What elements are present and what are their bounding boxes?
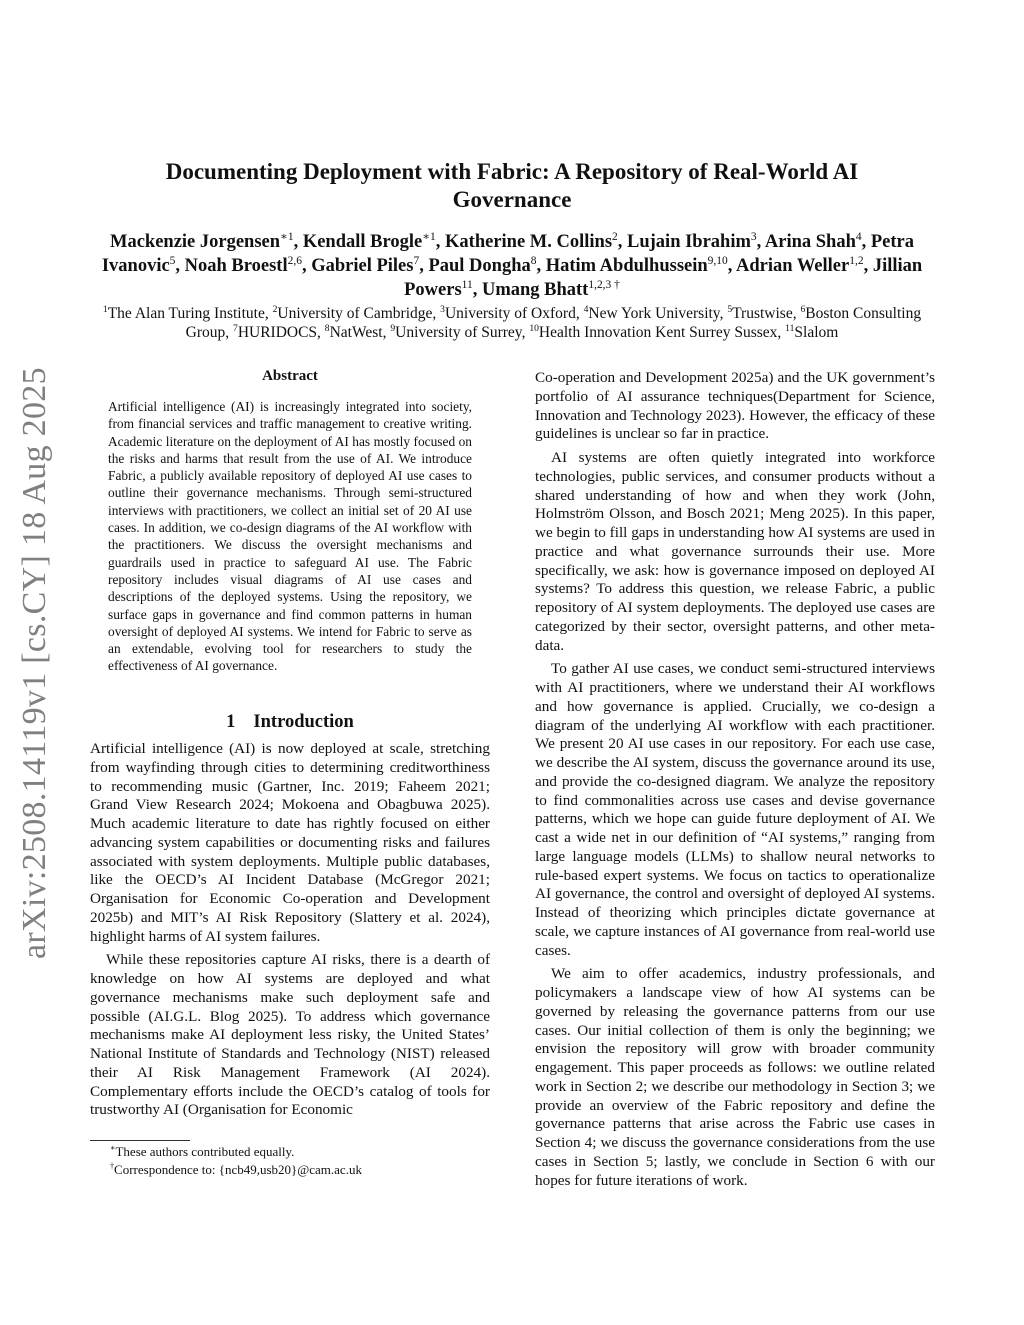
author-name: Mackenzie Jorgensen: [109, 232, 281, 252]
paper-title: Documenting Deployment with Fabric: A Repository of Real-World AI Governance: [165, 159, 859, 212]
author-separator: ,: [863, 256, 873, 276]
affiliation-separator: ,: [777, 324, 786, 341]
author: [185, 256, 312, 276]
author: [736, 256, 873, 276]
footnote-text: Correspondence to: {ncb49,usb20}@cam.ac.uk: [114, 1162, 362, 1177]
author: [482, 280, 620, 300]
paragraph: Artificial intelligence (AI) is now deployed at scale, stretching from wayfinding through cities to determining creditworthiness to recommending music (Gartner, Inc. 2019; Faheem 2021; Grand View Research 2024; Mokoena and Obagbuwa 2025). Much academic literature to date has rightly focused on either advancing system capabilities or documenting risks and failures associated with system deployments. Multiple public databases, like the OECD’s AI Incident Database (McGregor 2021; Organisation for Economic Co-operation and Development 2025b) and MIT’s AI Risk Repository (Slattery et al. 2024), highlight harms of AI system failures.: [90, 740, 490, 945]
author-separator: ,: [617, 232, 628, 252]
affiliation-name: NatWest: [329, 324, 383, 341]
affiliation: [440, 305, 583, 322]
affiliation: [529, 324, 785, 341]
author-name: Petra Ivanovic: [101, 232, 914, 276]
abstract-text: Artificial intelligence (AI) is increasingly integrated into society, from financial services and traffic management to creative writing. Academic literature on the deployment of AI has mostly focused on the risks and harms that result from the use of AI. We introduce Fabric, a publicly available repository of deployed AI use cases to outline their governance mechanisms. Through semi-structured interviews with practitioners, we collect an initial set of 20 AI use cases. In addition, we co-design diagrams of the AI workflow with the practitioners. We discuss the oversight mechanisms and guardrails used in practice to safeguard AI use. The Fabric repository includes visual diagrams of AI use cases and descriptions of the deployed systems. Using the repository, we surface gaps in governance and find common patterns in human oversight of deployed AI systems. We intend for Fabric to serve as an extendable, evolving tool for researchers to study the effectiveness of AI governance.: [108, 399, 472, 674]
footnote: [110, 1161, 490, 1179]
author-name: Katherine M. Collins: [445, 232, 613, 252]
author-affil-mark: 3: [750, 230, 757, 243]
affiliation-separator: ,: [792, 305, 801, 322]
author-name: Noah Broestl: [184, 256, 288, 276]
author-name: Paul Dongha: [428, 256, 531, 276]
author-separator: ,: [472, 280, 482, 300]
author-affil-mark: 1,2,3 †: [588, 278, 620, 291]
affiliation-mark: 3: [440, 303, 445, 315]
author: [627, 232, 765, 252]
author-separator: ,: [419, 256, 429, 276]
affiliation-mark: 8: [324, 322, 330, 334]
affiliation-mark: 6: [800, 303, 806, 315]
footnote-divider: [90, 1140, 190, 1141]
author-affil-mark: 1,2: [849, 254, 864, 267]
footnote-mark: ∗: [110, 1143, 116, 1153]
author-affil-mark: 5: [169, 254, 176, 267]
affiliation-separator: ,: [432, 305, 441, 322]
author-separator: ,: [301, 256, 312, 276]
affiliation-mark: 5: [727, 303, 733, 315]
affiliation-mark: 10: [529, 322, 539, 334]
author-affil-mark: 11: [461, 278, 473, 291]
affiliation-mark: 9: [390, 322, 396, 334]
section-title: Introduction: [253, 712, 354, 732]
author-affil-mark: ∗1: [422, 230, 436, 243]
author-affil-mark: 2: [612, 230, 618, 243]
affiliation-name: Trustwise: [732, 305, 793, 322]
author-affil-mark: ∗1: [280, 230, 294, 243]
footnotes: [110, 1143, 490, 1179]
affiliation-mark: 7: [233, 322, 238, 334]
arxiv-identifier: arXiv:2508.14119v1 [cs.CY] 18 Aug 2025: [16, 367, 53, 959]
author: [445, 232, 627, 252]
section-number: 1: [226, 712, 236, 732]
author-affil-mark: 2,6: [287, 254, 302, 267]
author-separator: ,: [536, 256, 546, 276]
affiliation-name: New York University: [588, 305, 720, 322]
author-name: Kendall Brogle: [302, 232, 423, 252]
affiliation-separator: ,: [264, 305, 273, 322]
author: [765, 232, 871, 252]
affiliation: [325, 324, 391, 341]
abstract-heading: Abstract: [262, 368, 318, 384]
author: [311, 256, 428, 276]
author-name: Adrian Weller: [735, 256, 850, 276]
author-separator: ,: [727, 256, 736, 276]
affiliation-separator: ,: [225, 324, 234, 341]
affiliation-mark: 11: [785, 322, 795, 334]
footnote-mark: †: [110, 1161, 115, 1171]
affiliation-name: University of Cambridge: [277, 305, 433, 322]
paragraph: To gather AI use cases, we conduct semi-structured interviews with AI practitioners, where we understand their AI workflows and how governance is applied. Crucially, we co-design a diagram of the underlying AI workflow with each practitioner. We present 20 AI use cases in our repository. For each use case, we describe the AI system, discuss the governance around its use, and provide the co-designed diagram. We analyze the repository to find commonalities across use cases and devise governance patterns, which we hope can guide future deployment of AI. We cast a wide net in our definition of “AI systems,” ranging from large language models (LLMs) to shallow neural networks to rule-based expert systems. We focus on tactics to operationalize AI governance, the control and oversight of deployed AI systems. Instead of theorizing which principles dictate governance at scale, we capture instances of AI governance from real-world use cases.: [535, 660, 935, 959]
author-affil-mark: 8: [530, 254, 537, 267]
affiliation-name: University of Oxford: [444, 305, 576, 322]
affiliation: [584, 305, 728, 322]
affiliation-mark: 1: [102, 303, 108, 315]
author-name: Lujain Ibrahim: [627, 232, 751, 252]
affiliation: [233, 324, 325, 341]
author: [428, 256, 545, 276]
affiliation-name: Health Innovation Kent Surrey Sussex: [538, 324, 778, 341]
author: [303, 232, 445, 252]
author-name: Hatim Abdulhussein: [545, 256, 708, 276]
author-separator: ,: [756, 232, 765, 252]
affiliation-separator: ,: [575, 305, 584, 322]
right-column-body: [535, 369, 935, 1195]
affiliation-mark: 4: [583, 303, 589, 315]
affiliation-list: [92, 304, 932, 342]
affiliation: [785, 324, 838, 341]
author-affil-mark: 4: [855, 230, 862, 243]
author-separator: ,: [293, 232, 303, 252]
paragraph: AI systems are often quietly integrated into workforce technologies, public services, and consumer products without a shared understanding of how and when they work (John, Holmström Olsson, and Bosch 2021; Meng 2025). In this paper, we begin to fill gaps in understanding how AI systems are used in practice and what governance surrounds their use. More specifically, we ask: how is governance imposed on deployed AI systems? To address this question, we release Fabric, a public repository of AI system deployments. The deployed use cases are categorized by their sector, oversight patterns, and other meta-data.: [535, 449, 935, 654]
affiliation-separator: ,: [382, 324, 391, 341]
author-name: Arina Shah: [764, 232, 856, 252]
author-affil-mark: 9,10: [707, 254, 728, 267]
affiliation-name: Boston Consulting Group: [185, 305, 922, 341]
affiliation-separator: ,: [317, 324, 325, 341]
affiliation-name: Slalom: [794, 324, 839, 341]
affiliation-separator: ,: [521, 324, 530, 341]
footnote: [110, 1143, 490, 1161]
affiliation-name: The Alan Turing Institute: [107, 305, 265, 322]
author-separator: ,: [435, 232, 446, 252]
author-separator: ,: [175, 256, 185, 276]
author-name: Umang Bhatt: [481, 280, 589, 300]
paragraph: While these repositories capture AI risks, there is a dearth of knowledge on how AI systems are deployed and what governance mechanisms make such deployment safe and possible (AI.G.L. Blog 2025). To address which governance mechanisms make AI deployment less risky, the United States’ National Institute of Standards and Technology (NIST) released their AI Risk Management Framework (AI 2024). Complementary efforts include the OECD’s catalog of tools for trustworthy AI (Organisation for Economic: [90, 951, 490, 1119]
paragraph: We aim to offer academics, industry professionals, and policymakers a landscape view of how AI systems can be governed by releasing the governance patterns from our use cases. Our initial collection of them is only the beginning; we envision the repository will grow with broader community engagement. This paper proceeds as follows: we outline related work in Section 2; we describe our methodology in Section 3; we provide an overview of the Fabric repository and define the governance patterns that arise across the Fabric use cases in Section 4; we discuss the governance considerations from the use cases in Section 5; lastly, we conclude in Section 6 with our hopes for future iterations of work.: [535, 965, 935, 1189]
author-name: Jillian Powers: [404, 256, 923, 300]
affiliation-separator: ,: [719, 305, 728, 322]
author-separator: ,: [861, 232, 871, 252]
affiliation-name: University of Surrey: [395, 324, 522, 341]
affiliation: [727, 305, 800, 322]
paragraph: Co-operation and Development 2025a) and the UK government’s portfolio of AI assurance techniques(Department for Science, Innovation and Technology 2023). However, the efficacy of these guidelines is unclear so far in practice.: [535, 369, 935, 443]
affiliation-mark: 2: [272, 303, 278, 315]
author-affil-mark: 7: [413, 254, 420, 267]
section-heading-introduction: [90, 712, 490, 733]
affiliation: [273, 305, 441, 322]
footnote-text: These authors contributed equally.: [115, 1144, 295, 1159]
author: [110, 232, 303, 252]
left-column-body: [90, 740, 490, 1125]
affiliation: [103, 305, 273, 322]
author: [546, 256, 736, 276]
affiliation: [390, 324, 529, 341]
affiliation-name: HURIDOCS: [237, 324, 318, 341]
author-list: [92, 230, 932, 302]
author-name: Gabriel Piles: [311, 256, 414, 276]
